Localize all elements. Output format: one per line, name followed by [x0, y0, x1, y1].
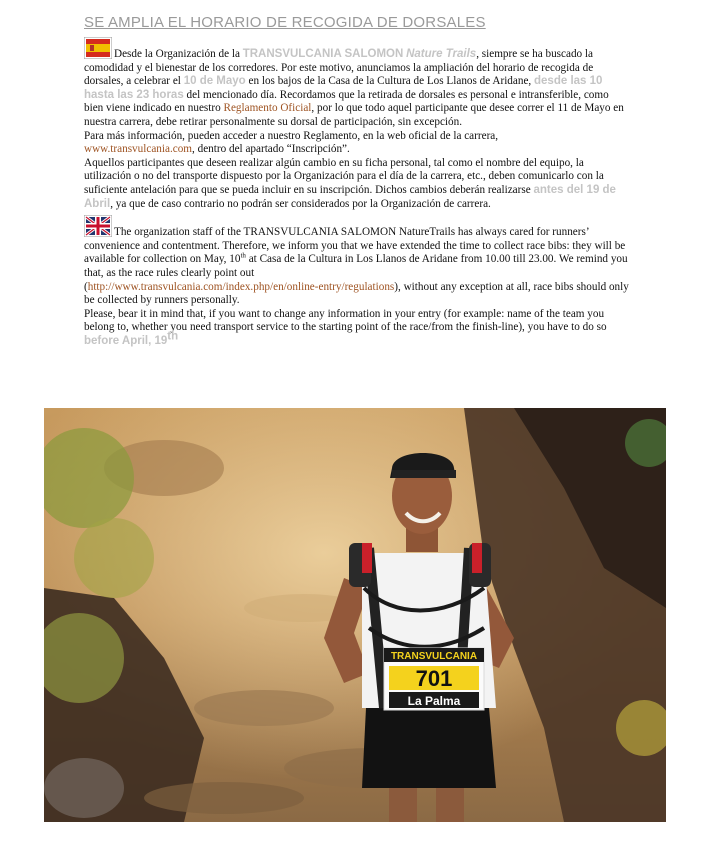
transvulcania-site-link[interactable]: www.transvulcania.com — [84, 143, 193, 156]
spanish-paragraph: Desde la Organización de la TRANSVULCANIA SALOMON Nature Trails, siempre se ha buscado la comodidad y el bienestar de los corredores. Por este motivo, anunciamos la ampliación del horario de recogida de dorsales, a celebrar el 10 de Mayo en los bajos de la Casa de la Cultura de Los Llanos de Aridane, desde las 10 hasta las 23 horas del mencionado día. Recordamos que la retirada de dorsales es personal e intransferible, como bien viene indicado en nuestro Reglamento Oficial, por lo que todo aquel participante que desee correr el 11 de Mayo en nuestra carrera, debe retirar personalmente su dorsal de participación, sin excepción. Para más información, pueden acceder a nuestro Reglamento, en la web oficial de la carrera, www.transvulcania.com, dentro del apartado “Inscripción”. Aquellos participantes que deseen realizar algún cambio en su ficha personal, tal como el nombre del equipo, la utilización o no del transporte dispuesto por la Organización para el día de la carrera, etc., deben comunicarlo con la suficiente antelación para que se pueda incluir en su inscripción. Dichos cambios deberán realizarse antes del 19 de Abril, ya que de caso contrario no podrán ser considerados por la Organización de carrera. — [84, 37, 629, 211]
hours-highlight: desde las 10 hasta las 23 horas — [84, 75, 603, 101]
english-paragraph: The organization staff of the TRANSVULCANIA SALOMON NatureTrails has always cared for runners’ convenience and contentment. Therefore, we inform you that we have extended the time to collect race bibs: they will be available for collection on May, 10th at Casa de la Cultura in Los Llanos de Aridane from 10.00 till 23.00. We remind you that, as the race rules clearly point out (http://www.transvulcania.com/index.php/en/online-entry/regulations), without any exception at all, race bibs should only be collected by runners personally. Please, bear it in mind that, if you want to change any information in your entry (for example: name of the team you belong to, whether you need transport service to the starting point of the race/from the finish-line), you have to do so before April, 19th — [84, 215, 629, 348]
bib-brand: TRANSVULCANIA — [390, 651, 478, 662]
brand-highlight: TRANSVULCANIA SALOMON — [242, 48, 404, 60]
article — [84, 14, 629, 348]
bib-number: 701 — [415, 666, 453, 691]
uk-flag-icon — [84, 215, 112, 237]
runner-photo — [44, 408, 666, 822]
brand-tag-highlight: Nature Trails — [406, 48, 477, 60]
date-highlight: 10 de Mayo — [183, 75, 246, 88]
spain-flag-icon — [84, 37, 112, 59]
regulations-link[interactable]: http://www.transvulcania.com/index.php/en/online-entry/regulations — [87, 280, 395, 293]
reglamento-link[interactable]: Reglamento Oficial — [223, 102, 312, 115]
english-deadline-highlight: before April, 19 — [84, 334, 168, 347]
deadline-highlight: antes del 19 de Abril — [84, 183, 616, 210]
race-bib — [384, 648, 484, 710]
article-title[interactable]: SE AMPLIA EL HORARIO DE RECOGIDA DE DORSALES — [84, 14, 486, 31]
bib-place: La Palma — [407, 694, 461, 708]
